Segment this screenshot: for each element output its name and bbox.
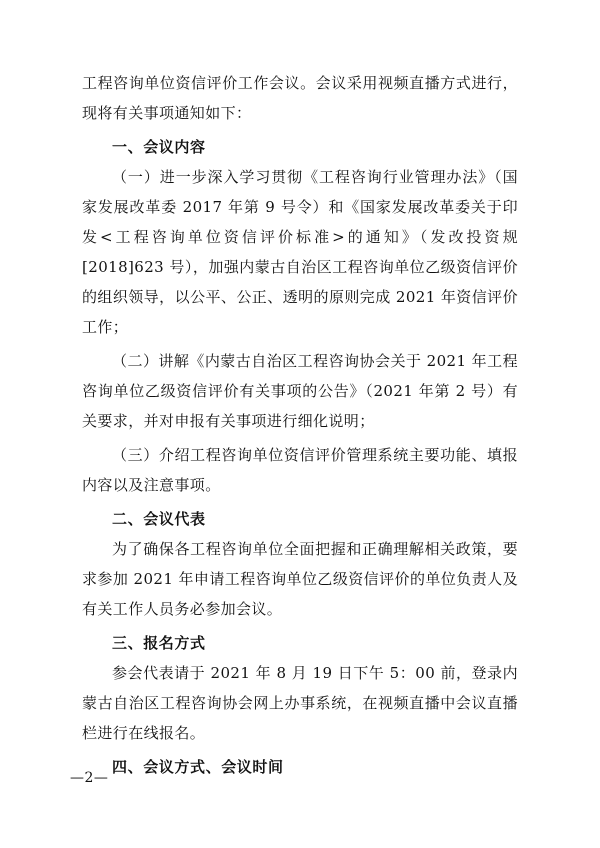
- page-number: —2—: [70, 770, 109, 786]
- intro-paragraph: 工程咨询单位资信评价工作会议。会议采用视频直播方式进行，现将有关事项通知如下：: [82, 74, 518, 122]
- section-1-item-2: （二）讲解《内蒙古自治区工程咨询协会关于 2021 年工程咨询单位乙级资信评价有关事项的公告》（2021 年第 2 号）有关要求，并对申报有关事项进行细化说明；: [82, 352, 518, 430]
- section-4-heading: 四、会议方式、会议时间: [112, 758, 284, 776]
- section-1-item-1: （一）进一步深入学习贯彻《工程咨询行业管理办法》（国家发展改革委 2017 年第 9 号令）和《国家发展改革委关于印发<工程咨询单位资信评价标准>的通知》（发改投资规[2018]623 号），加强内蒙古自治区工程咨询单位乙级资信评价的组织领导，以公平、公正、透明的原则完成 2021 年资信评价工作；: [82, 168, 518, 336]
- section-1-item-3: （三）介绍工程咨询单位资信评价管理系统主要功能、填报内容以及注意事项。: [82, 446, 518, 494]
- section-3-heading: 三、报名方式: [112, 634, 206, 652]
- section-1-heading: 一、会议内容: [112, 138, 206, 156]
- section-2-heading: 二、会议代表: [112, 510, 206, 528]
- section-2-body: 为了确保各工程咨询单位全面把握和正确理解相关政策，要求参加 2021 年申请工程咨询单位乙级资信评价的单位负责人及有关工作人员务必参加会议。: [82, 540, 518, 618]
- section-3-body: 参会代表请于 2021 年 8 月 19 日下午 5：00 前，登录内蒙古自治区工程咨询协会网上办事系统，在视频直播中会议直播栏进行在线报名。: [82, 664, 518, 742]
